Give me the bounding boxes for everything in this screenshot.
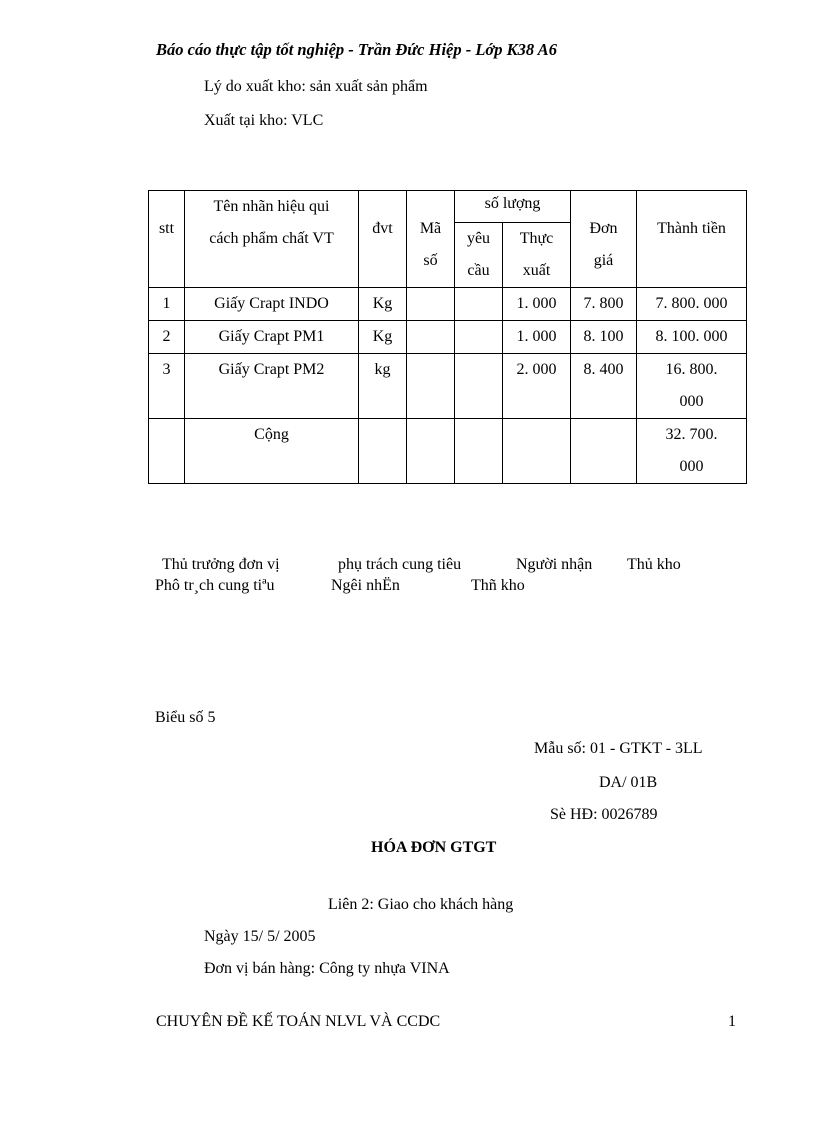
document-header: Báo cáo thực tập tốt nghiệp - Trần Đức Hiệp - Lớp K38 A6 [156, 40, 557, 59]
row-total: 16. 800. 000 [637, 354, 747, 419]
footer-subject: CHUYÊN ĐỀ KẾ TOÁN NLVL VÀ CCDC [156, 1013, 441, 1030]
invoice-series: DA/ 01B [599, 774, 658, 791]
header-total: Thành tiền [637, 191, 747, 288]
signature-supply-garbled: Phô tr¸ch cung tiªu [155, 577, 275, 594]
invoice-number: Sè HĐ: 0026789 [550, 806, 658, 823]
table-row: 2 Giấy Crapt PM1 Kg 1. 000 8. 100 8. 100. 000 [149, 321, 747, 354]
row-total: 8. 100. 000 [637, 321, 747, 354]
row-total: 7. 800. 000 [637, 288, 747, 321]
page-number: 1 [728, 1013, 736, 1030]
signature-receiver: Người nhận [516, 556, 593, 573]
invoice-template: Mẫu số: 01 - GTKT - 3LL [534, 740, 703, 757]
table-row: 3 Giấy Crapt PM2 kg 2. 000 8. 400 16. 800. 000 [149, 354, 747, 419]
header-stt: stt [149, 191, 185, 288]
header-requested: yêu cầu [455, 223, 503, 288]
header-actual: Thực xuất [503, 223, 571, 288]
signature-storekeeper: Thủ kho [627, 556, 681, 573]
sum-label: Cộng [185, 419, 359, 484]
header-item-name: Tên nhãn hiệu qui cách phẩm chất VT [185, 191, 359, 288]
issue-warehouse: Xuất tại kho: VLC [204, 112, 324, 129]
invoice-date: Ngày 15/ 5/ 2005 [204, 928, 316, 945]
invoice-title: HÓA ĐƠN GTGT [371, 839, 497, 856]
table-row: 1 Giấy Crapt INDO Kg 1. 000 7. 800 7. 800. 000 [149, 288, 747, 321]
form-number: Biểu số 5 [155, 709, 216, 726]
invoice-seller: Đơn vị bán hàng: Công ty nhựa VINA [204, 960, 450, 977]
header-quantity: số lượng [455, 191, 571, 223]
material-issue-table [148, 190, 747, 484]
signature-supply: phụ trách cung tiêu [338, 556, 462, 573]
signature-head: Thủ trưởng đơn vị [162, 556, 280, 573]
issue-reason: Lý do xuất kho: sản xuất sản phẩm [204, 78, 428, 95]
header-unit-price: Đơn giá [571, 191, 637, 288]
sum-total: 32. 700. 000 [637, 419, 747, 484]
header-code: Mã số [407, 191, 455, 288]
signature-storekeeper-garbled: Thñ kho [471, 577, 525, 594]
table-sum-row [149, 419, 747, 484]
signature-receiver-garbled: Ngêi nhËn [331, 577, 400, 594]
invoice-copy: Liên 2: Giao cho khách hàng [328, 896, 514, 913]
header-unit: đvt [359, 191, 407, 288]
